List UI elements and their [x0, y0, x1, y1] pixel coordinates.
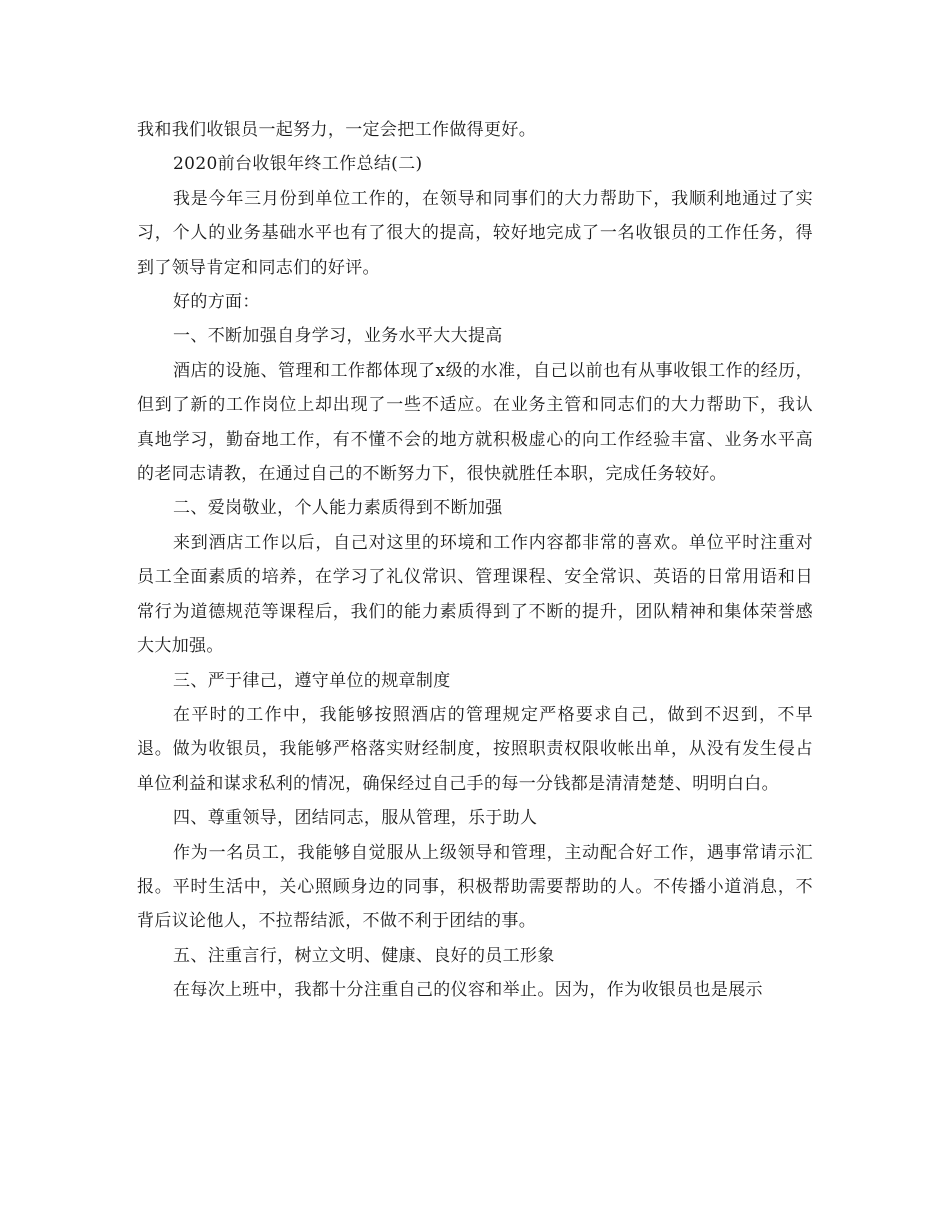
section-title: 2020前台收银年终工作总结(二)	[173, 154, 423, 175]
paragraph-intro: 我是今年三月份到单位工作的，在领导和同事们的大力帮助下，我顺利地通过了实习，个人的业务基础水平也有了很大的提高，较好地完成了一名收银员的工作任务，得到了领导肯定和同志们的好评。	[137, 188, 813, 278]
paragraph-good-aspects: 好的方面：	[173, 292, 260, 313]
paragraph-point-1: 酒店的设施、管理和工作都体现了x级的水准，自己以前也有从事收银工作的经历，但到了新的工作岗位上却出现了一些不适应。在业务主管和同志们的大力帮助下，我认真地学习，勤奋地工作，有不懂不会的地方就积极虚心的向工作经验丰富、业务水平高的老同志请教，在通过自己的不断努力下，很快就胜任本职，完成任务较好。	[137, 360, 813, 485]
heading-point-1: 一、不断加强自身学习，业务水平大大提高	[173, 326, 503, 347]
paragraph-point-2: 来到酒店工作以后，自己对这里的环境和工作内容都非常的喜欢。单位平时注重对员工全面素质的培养，在学习了礼仪常识、管理课程、安全常识、英语的日常用语和日常行为道德规范等课程后，我们的能力素质得到了不断的提升，团队精神和集体荣誉感大大加强。	[137, 532, 813, 657]
paragraph-point-5: 在每次上班中，我都十分注重自己的仪容和举止。因为，作为收银员也是展示	[173, 980, 763, 1001]
heading-point-3: 三、严于律己，遵守单位的规章制度	[173, 670, 451, 691]
heading-point-5: 五、注重言行，树立文明、健康、良好的员工形象	[173, 945, 555, 966]
paragraph-point-3: 在平时的工作中，我能够按照酒店的管理规定严格要求自己，做到不迟到，不早退。做为收银员，我能够严格落实财经制度，按照职责权限收帐出单，从没有发生侵占单位利益和谋求私利的情况，确保经过自己手的每一分钱都是清清楚楚、明明白白。	[137, 704, 813, 794]
paragraph-point-4: 作为一名员工，我能够自觉服从上级领导和管理，主动配合好工作，遇事常请示汇报。平时生活中，关心照顾身边的同事，积极帮助需要帮助的人。不传播小道消息，不背后议论他人，不拉帮结派，不做不利于团结的事。	[137, 842, 813, 932]
heading-point-2: 二、爱岗敬业，个人能力素质得到不断加强	[173, 498, 503, 519]
document-body	[137, 113, 813, 1008]
paragraph-closing-line: 我和我们收银员一起努力，一定会把工作做得更好。	[137, 120, 537, 140]
heading-point-4: 四、尊重领导，团结同志，服从管理，乐于助人	[173, 808, 538, 829]
